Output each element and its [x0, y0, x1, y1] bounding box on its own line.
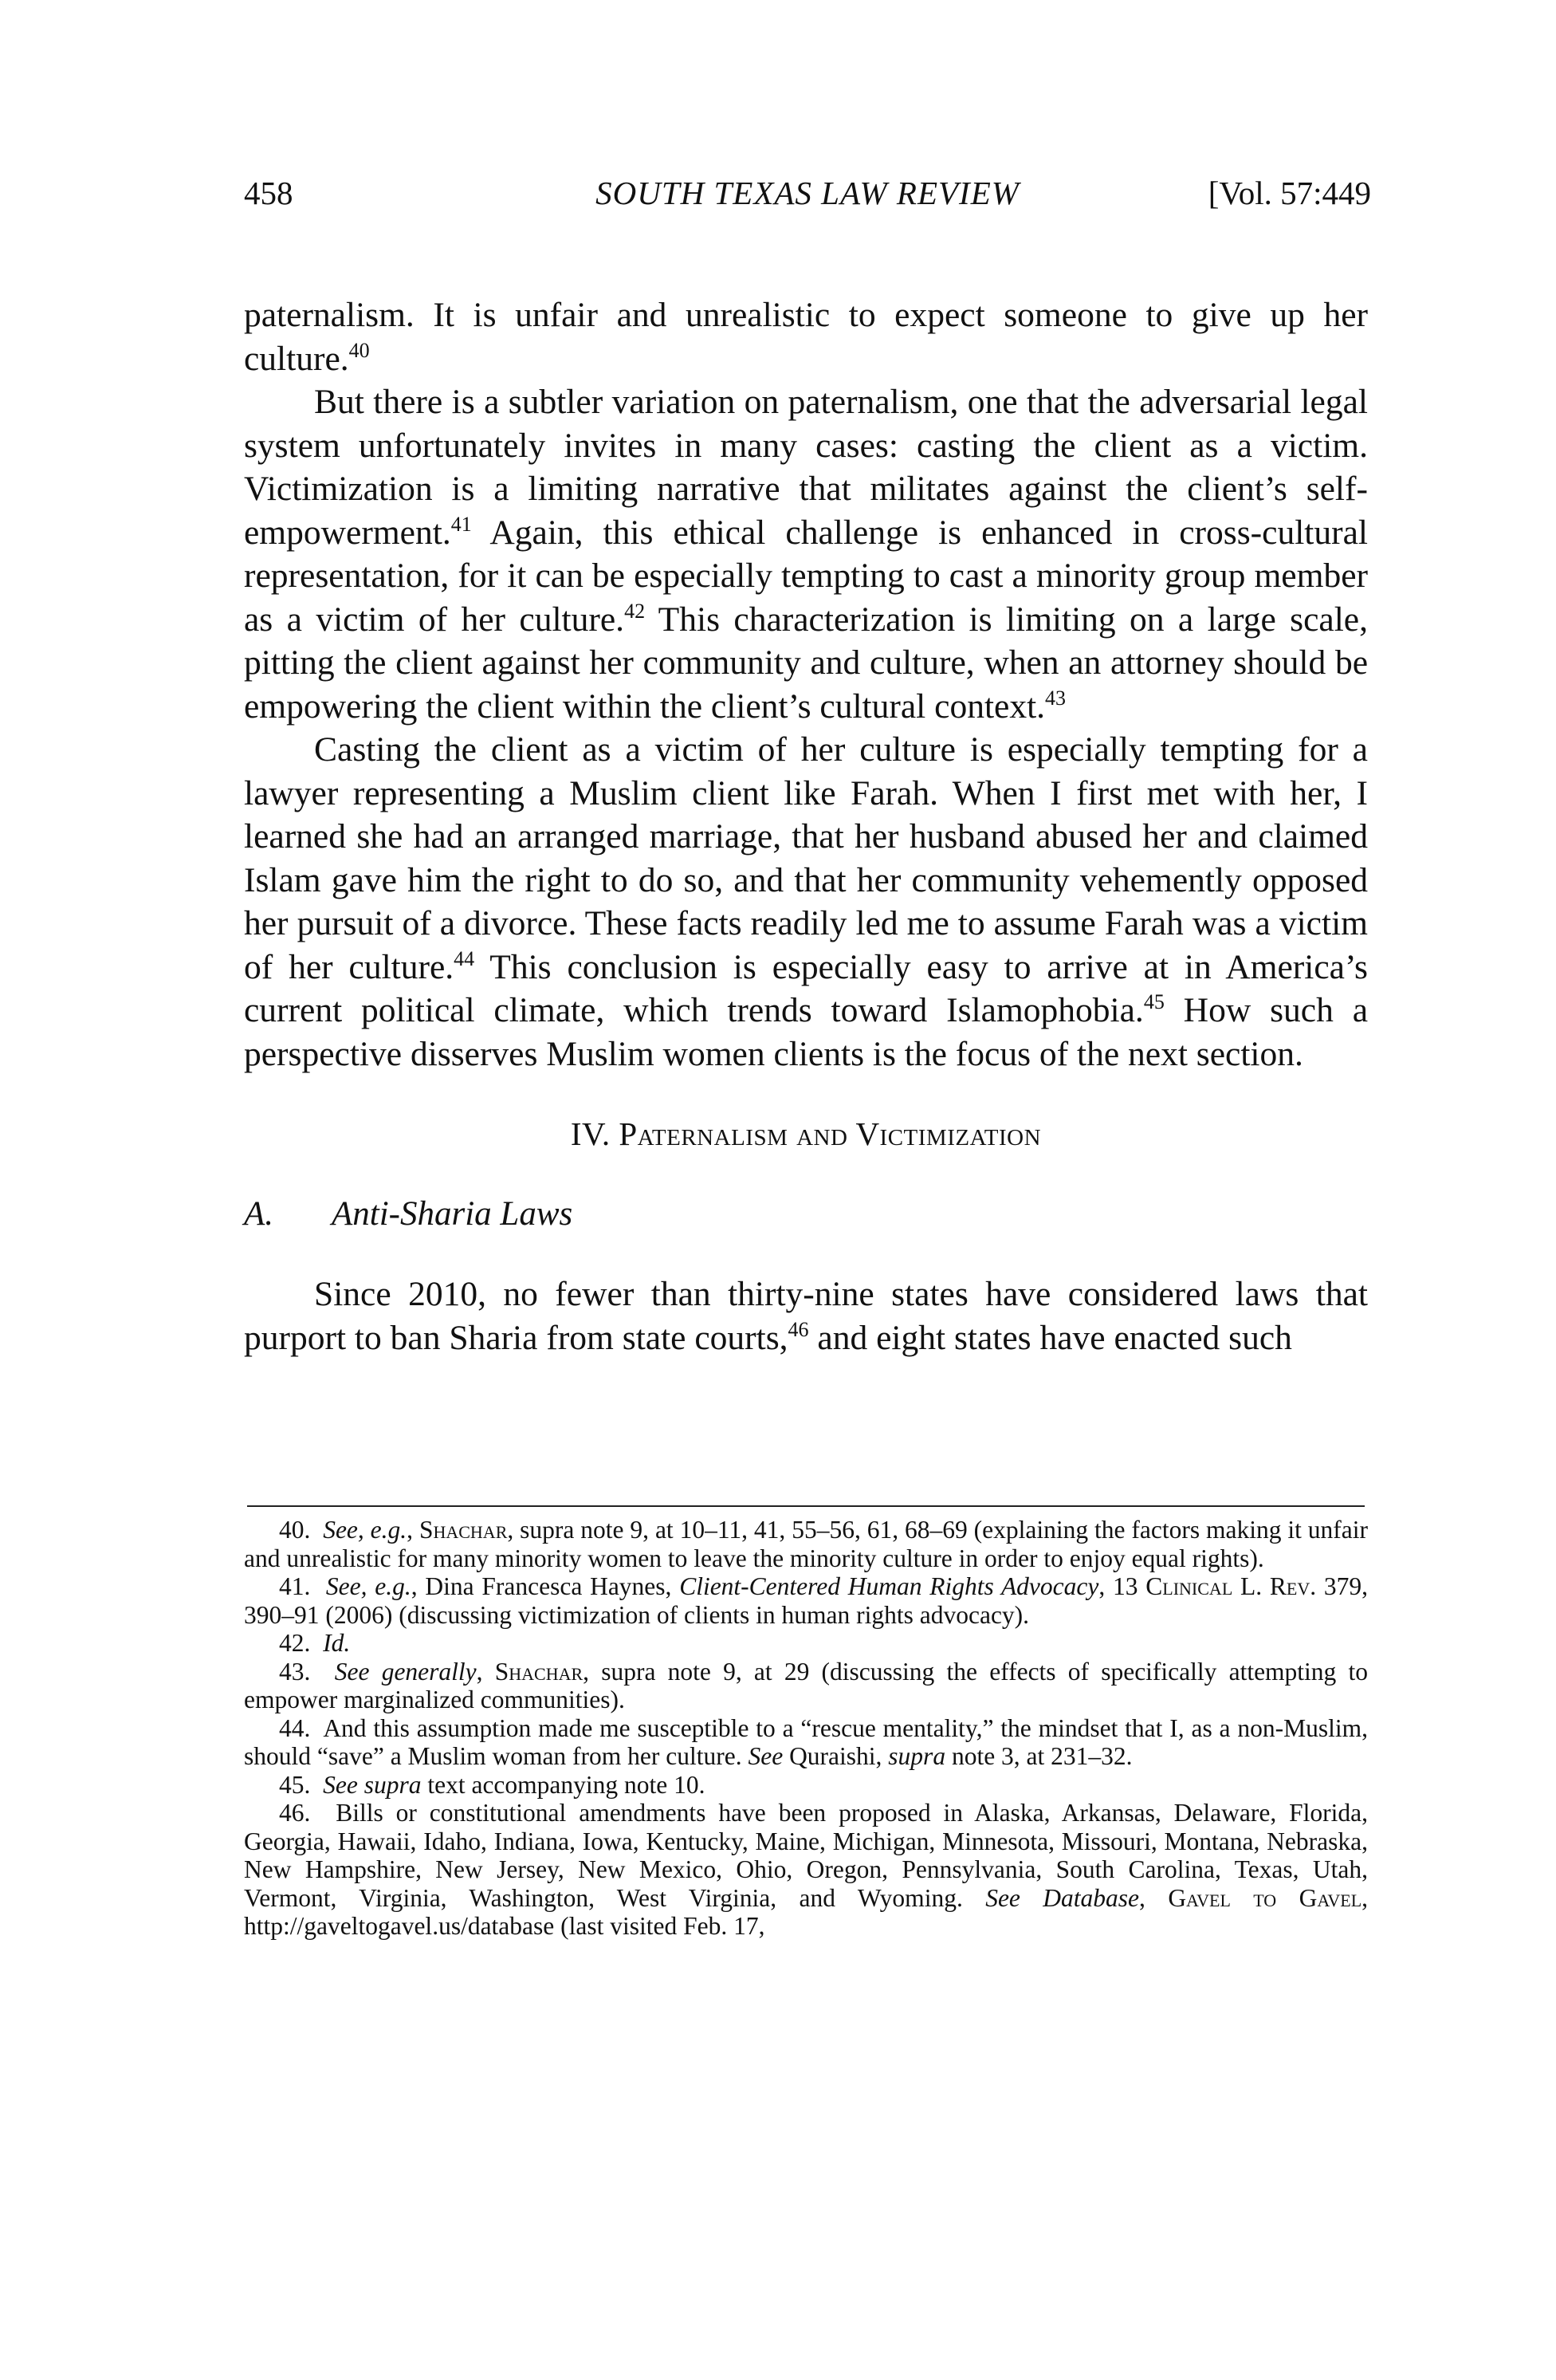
footnotes	[244, 1516, 1368, 1941]
journal-title: SOUTH TEXAS LAW REVIEW	[595, 175, 1020, 211]
page-number: 458	[244, 175, 293, 211]
volume-citation: [Vol. 57:449	[1208, 175, 1371, 211]
footnote-ref-43[interactable]: 43	[1045, 686, 1067, 710]
subsection-heading	[244, 1193, 1368, 1237]
subsection-label: A.	[244, 1194, 274, 1233]
footnote-ref-41[interactable]: 41	[450, 512, 472, 536]
paragraph-1: paternalism. It is unfair and unrealistic to expect someone to give up her culture.$^{40}$	[244, 296, 1368, 378]
footnote-ref-46[interactable]: 46	[788, 1317, 809, 1341]
footnote-45: 45. See supra text accompanying note 10.	[279, 1770, 705, 1799]
footnote-42: 42. Id.	[279, 1629, 351, 1657]
paragraph-4: Since 2010, no fewer than thirty-nine states have considered laws that purport to ban Sharia from state courts,$^{46}$ and eight states have enacted such	[244, 1275, 1368, 1357]
footnote-ref-44[interactable]: 44	[454, 946, 475, 970]
paragraph-2: But there is a subtler variation on paternalism, one that the adversarial legal system unfortunately invites in many cases: casting the client as a victim. Victimization is a limiting narrative that militates against the client’s self-empowerment.$^{41}$ Again, this ethical challenge is enhanced in cross-cultural representation, for it can be especially tempting to cast a minority group member as a victim of her culture.$^{42}$ This characterization is limiting on a large scale, pitting the client against her community and culture, when an attorney should be empowering the client within the client’s cultural context.$^{43}$	[244, 383, 1368, 726]
footnote-46: 46. Bills or constitutional amendments have been proposed in Alaska, Arkansas, Delaware, Florida, Georgia, Hawaii, Idaho, Indiana, Iowa, Kentucky, Maine, Michigan, Minnesota, Missouri, Montana, Nebraska, New Hampshire, New Jersey, New Mexico, Ohio, Oregon, Pennsylvania, South Carolina, Texas, Utah, Vermont, Virginia, Washington, West Virginia, and Wyoming. See Database, Gavel to Gavel, http://gaveltogavel.us/database (last visited Feb. 17,	[244, 1799, 1369, 1940]
section-heading: IV. Paternalism and Victimization	[570, 1115, 1042, 1152]
footnote-43: 43. See generally, Shachar, supra note 9, at 29 (discussing the effects of specifically attempting to empower marginalized communities).	[244, 1657, 1369, 1713]
running-header	[244, 169, 1371, 217]
footnote-40: 40. See, e.g., Shachar, supra note 9, at 10–11, 41, 55–56, 61, 68–69 (explaining the factors making it unfair and unrealistic for many minority women to leave the minority culture in order to enjoy equal rights).	[244, 1516, 1369, 1572]
main-text	[244, 293, 1368, 1359]
footnote-ref-42[interactable]: 42	[624, 599, 646, 623]
subsection-title: Anti-Sharia Laws	[332, 1194, 573, 1233]
footnote-ref-40[interactable]: 40	[348, 338, 370, 362]
footnote-ref-45[interactable]: 45	[1143, 990, 1165, 1013]
footnote-divider	[247, 1505, 1365, 1507]
footnote-44: 44. And this assumption made me susceptible to a “rescue mentality,” the mindset that I, as a non-Muslim, should “save” a Muslim woman from her culture. See Quraishi, supra note 3, at 231–32.	[244, 1713, 1368, 1770]
paragraph-3: Casting the client as a victim of her culture is especially tempting for a lawyer representing a Muslim client like Farah. When I first met with her, I learned she had an arranged marriage, that her husband abused her and claimed Islam gave him the right to do so, and that her community vehemently opposed her pursuit of a divorce. These facts readily led me to assume Farah was a victim of her culture.$^{44}$ This conclusion is especially easy to arrive at in America’s current political climate, which trends toward Islamophobia.$^{45}$ How such a perspective disserves Muslim women clients is the focus of the next section.	[244, 730, 1368, 1073]
footnote-41: 41. See, e.g., Dina Francesca Haynes, Client-Centered Human Rights Advocacy, 13 Clinical L. Rev. 379, 390–91 (2006) (discussing victimization of clients in human rights advocacy).	[244, 1572, 1368, 1629]
